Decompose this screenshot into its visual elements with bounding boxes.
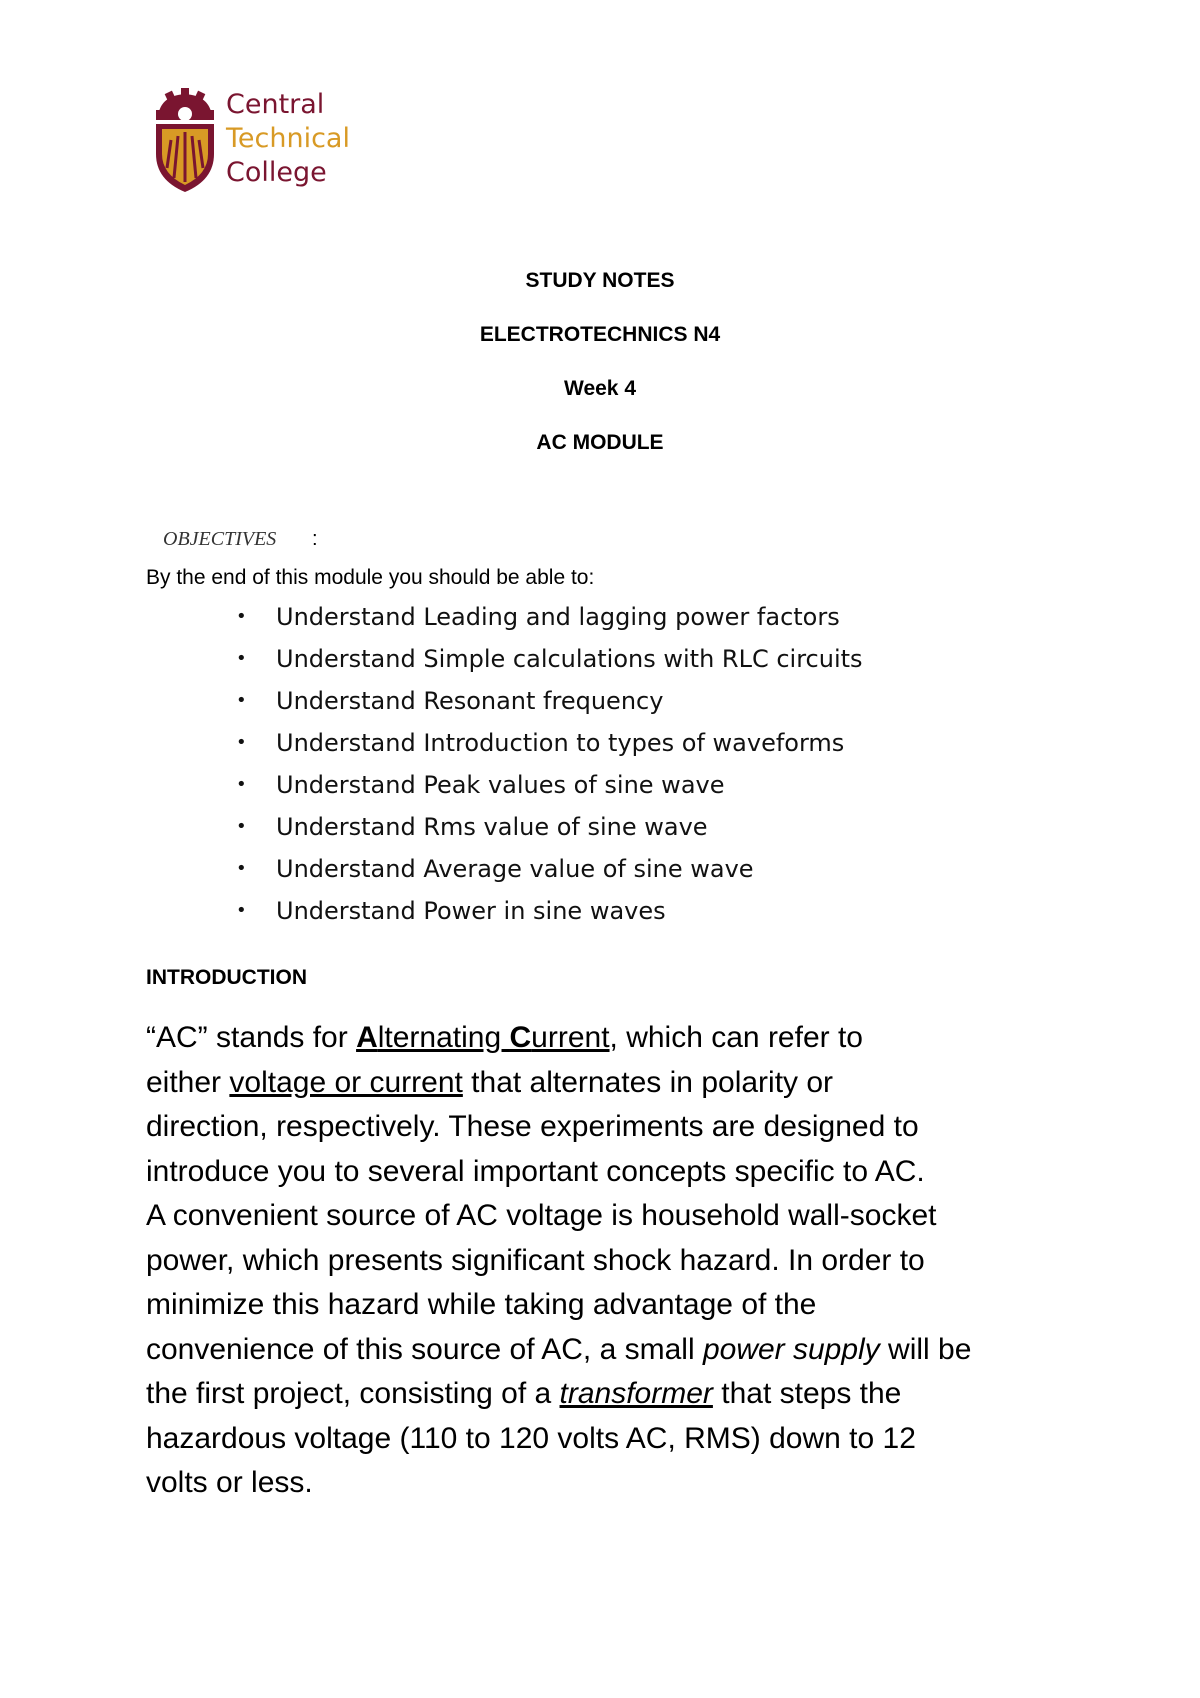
bullet-icon: • xyxy=(236,900,247,921)
intro-text: that steps the xyxy=(712,1377,902,1410)
logo-line-college: College xyxy=(226,157,327,188)
intro-text: that alternates in polarity or xyxy=(462,1065,834,1099)
objective-text: Understand Peak values of sine wave xyxy=(276,771,725,799)
heading-module: AC MODULE xyxy=(536,431,664,454)
objective-text: Understand Simple calculations with RLC circuits xyxy=(276,645,863,673)
intro-line: A convenient source of AC voltage is household wall-socket xyxy=(146,1199,937,1232)
intro-line: introduce you to several important concepts specific to AC. xyxy=(146,1154,925,1188)
heading-week: Week 4 xyxy=(564,377,636,400)
intro-text: will be xyxy=(879,1332,972,1366)
intro-emphasis: C xyxy=(509,1021,532,1054)
bullet-icon: • xyxy=(236,774,247,795)
heading-study-notes: STUDY NOTES xyxy=(525,269,675,292)
intro-text: either xyxy=(146,1065,230,1099)
intro-line xyxy=(146,1372,1076,1417)
intro-text: “AC” stands for xyxy=(146,1021,357,1054)
objective-text: Understand Leading and lagging power factors xyxy=(276,603,840,631)
intro-line xyxy=(146,1328,1076,1373)
introduction-heading: INTRODUCTION xyxy=(146,966,307,989)
objectives-colon: : xyxy=(312,528,318,550)
logo-line-technical: Technical xyxy=(226,123,350,154)
bullet-icon: • xyxy=(236,690,247,711)
intro-text: convenience of this source of AC, a small xyxy=(146,1332,703,1366)
intro-underlined: voltage or current xyxy=(229,1065,463,1099)
objective-text: Understand Average value of sine wave xyxy=(276,855,754,883)
intro-emphasis: A xyxy=(356,1021,378,1054)
intro-underlined: urrent xyxy=(531,1021,610,1054)
college-logo xyxy=(152,88,362,198)
objectives-label: OBJECTIVES xyxy=(163,528,277,550)
intro-line: hazardous voltage (110 to 120 volts AC, RMS) down to 12 xyxy=(146,1421,916,1455)
intro-line: minimize this hazard while taking advantage of the xyxy=(146,1288,817,1321)
intro-italic-underlined: transformer xyxy=(559,1377,713,1410)
intro-text: the first project, consisting of a xyxy=(146,1377,560,1410)
logo-line-central: Central xyxy=(226,89,325,120)
college-crest-icon xyxy=(152,88,218,194)
intro-text: , which can refer to xyxy=(609,1021,863,1054)
introduction-body xyxy=(146,1016,1076,1506)
bullet-icon: • xyxy=(236,858,247,879)
intro-line: volts or less. xyxy=(146,1466,313,1499)
objective-text: Understand Introduction to types of waveforms xyxy=(276,729,845,757)
bullet-icon: • xyxy=(236,816,247,837)
intro-line: power, which presents significant shock hazard. In order to xyxy=(146,1243,925,1277)
bullet-icon: • xyxy=(236,732,247,753)
intro-line xyxy=(146,1061,1076,1106)
objective-text: Understand Resonant frequency xyxy=(276,687,664,715)
intro-line xyxy=(146,1016,1076,1061)
objectives-intro: By the end of this module you should be able to: xyxy=(146,566,595,589)
bullet-icon: • xyxy=(236,606,247,627)
bullet-icon: • xyxy=(236,648,247,669)
college-name xyxy=(226,88,350,190)
objective-text: Understand Power in sine waves xyxy=(276,897,666,925)
intro-italic: power supply xyxy=(702,1332,880,1366)
intro-underlined: lternating xyxy=(377,1021,510,1054)
heading-subject: ELECTROTECHNICS N4 xyxy=(479,323,721,346)
intro-line: direction, respectively. These experiments are designed to xyxy=(146,1110,919,1143)
objective-text: Understand Rms value of sine wave xyxy=(276,813,708,841)
